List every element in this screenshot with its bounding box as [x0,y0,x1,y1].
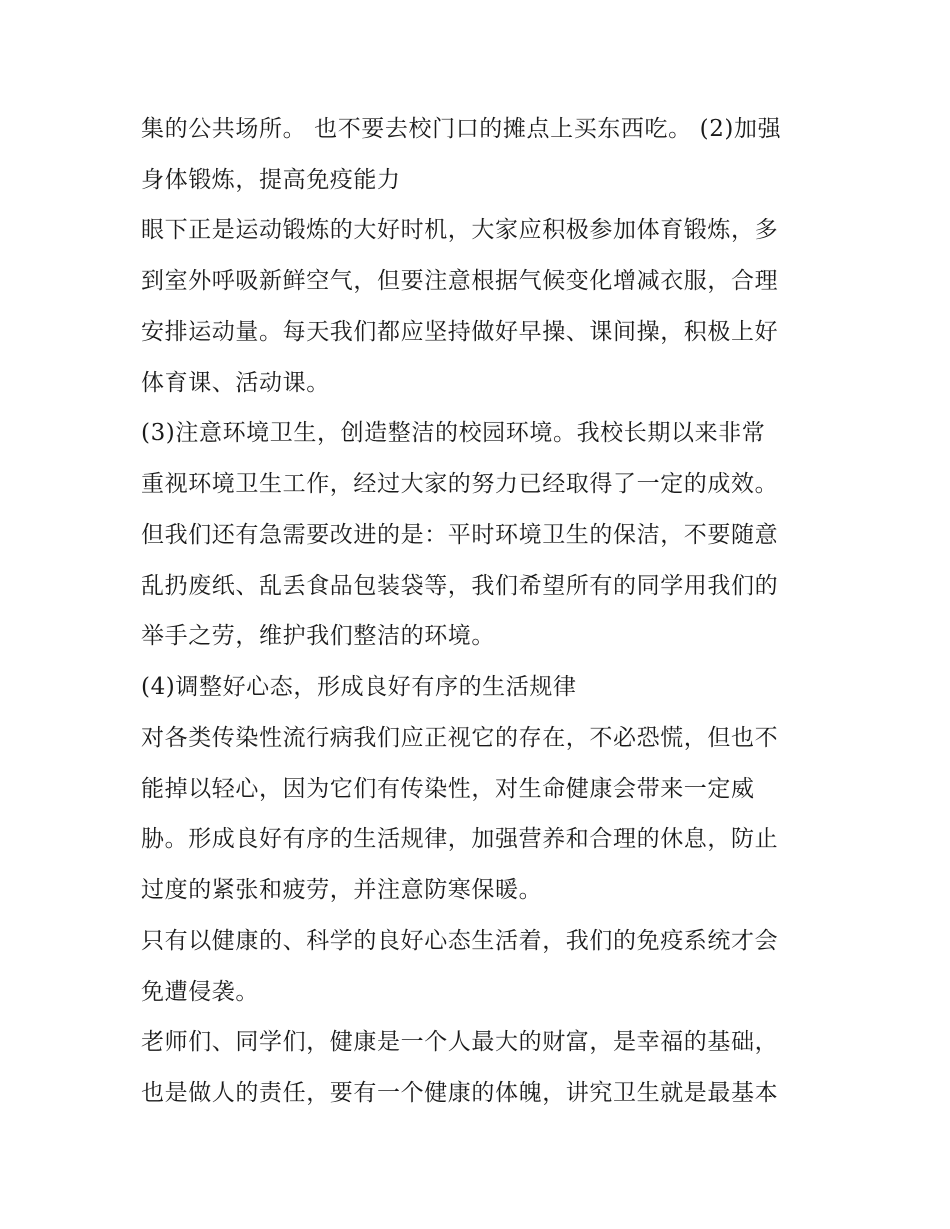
text-line: 眼下正是运动锻炼的大好时机，大家应积极参加体育锻炼，多 [141,217,779,243]
text-line: (4)调整好心态，形成良好有序的生活规律 [141,674,577,700]
text-line: (3)注意环境卫生，创造整洁的校园环境。我校长期以来非常 [141,420,766,446]
text-line: 安排运动量。每天我们都应坚持做好早操、课间操，积极上好 [141,319,779,345]
text-line: 胁。形成良好有序的生活规律，加强营养和合理的休息，防止 [141,826,779,852]
text-line: 身体锻炼，提高免疫能力 [141,167,401,193]
text-line: 对各类传染性流行病我们应正视它的存在，不必恐慌，但也不 [141,725,779,751]
text-line: 也是做人的责任，要有一个健康的体魄，讲究卫生就是最基本 [141,1080,779,1106]
text-line: 老师们、同学们，健康是一个人最大的财富，是幸福的基础， [141,1029,779,1055]
text-line: 体育课、活动课。 [141,370,330,396]
text-line: 过度的紧张和疲劳，并注意防寒保暖。 [141,877,543,903]
text-line: 重视环境卫生工作，经过大家的努力已经取得了一定的成效。 [141,471,779,497]
text-line: 举手之劳，维护我们整洁的环境。 [141,623,495,649]
text-line: 免遭侵袭。 [141,979,259,1005]
text-line: 只有以健康的、科学的良好心态生活着，我们的免疫系统才会 [141,928,779,954]
text-line: 集的公共场所。 也不要去校门口的摊点上买东西吃。 (2)加强 [141,116,782,142]
text-line: 乱扔废纸、乱丢食品包装袋等，我们希望所有的同学用我们的 [141,573,779,599]
text-line: 到室外呼吸新鲜空气，但要注意根据气候变化增减衣服，合理 [141,268,779,294]
text-line: 能掉以轻心，因为它们有传染性，对生命健康会带来一定威 [141,776,755,802]
text-line: 但我们还有急需要改进的是：平时环境卫生的保洁，不要随意 [141,522,779,548]
